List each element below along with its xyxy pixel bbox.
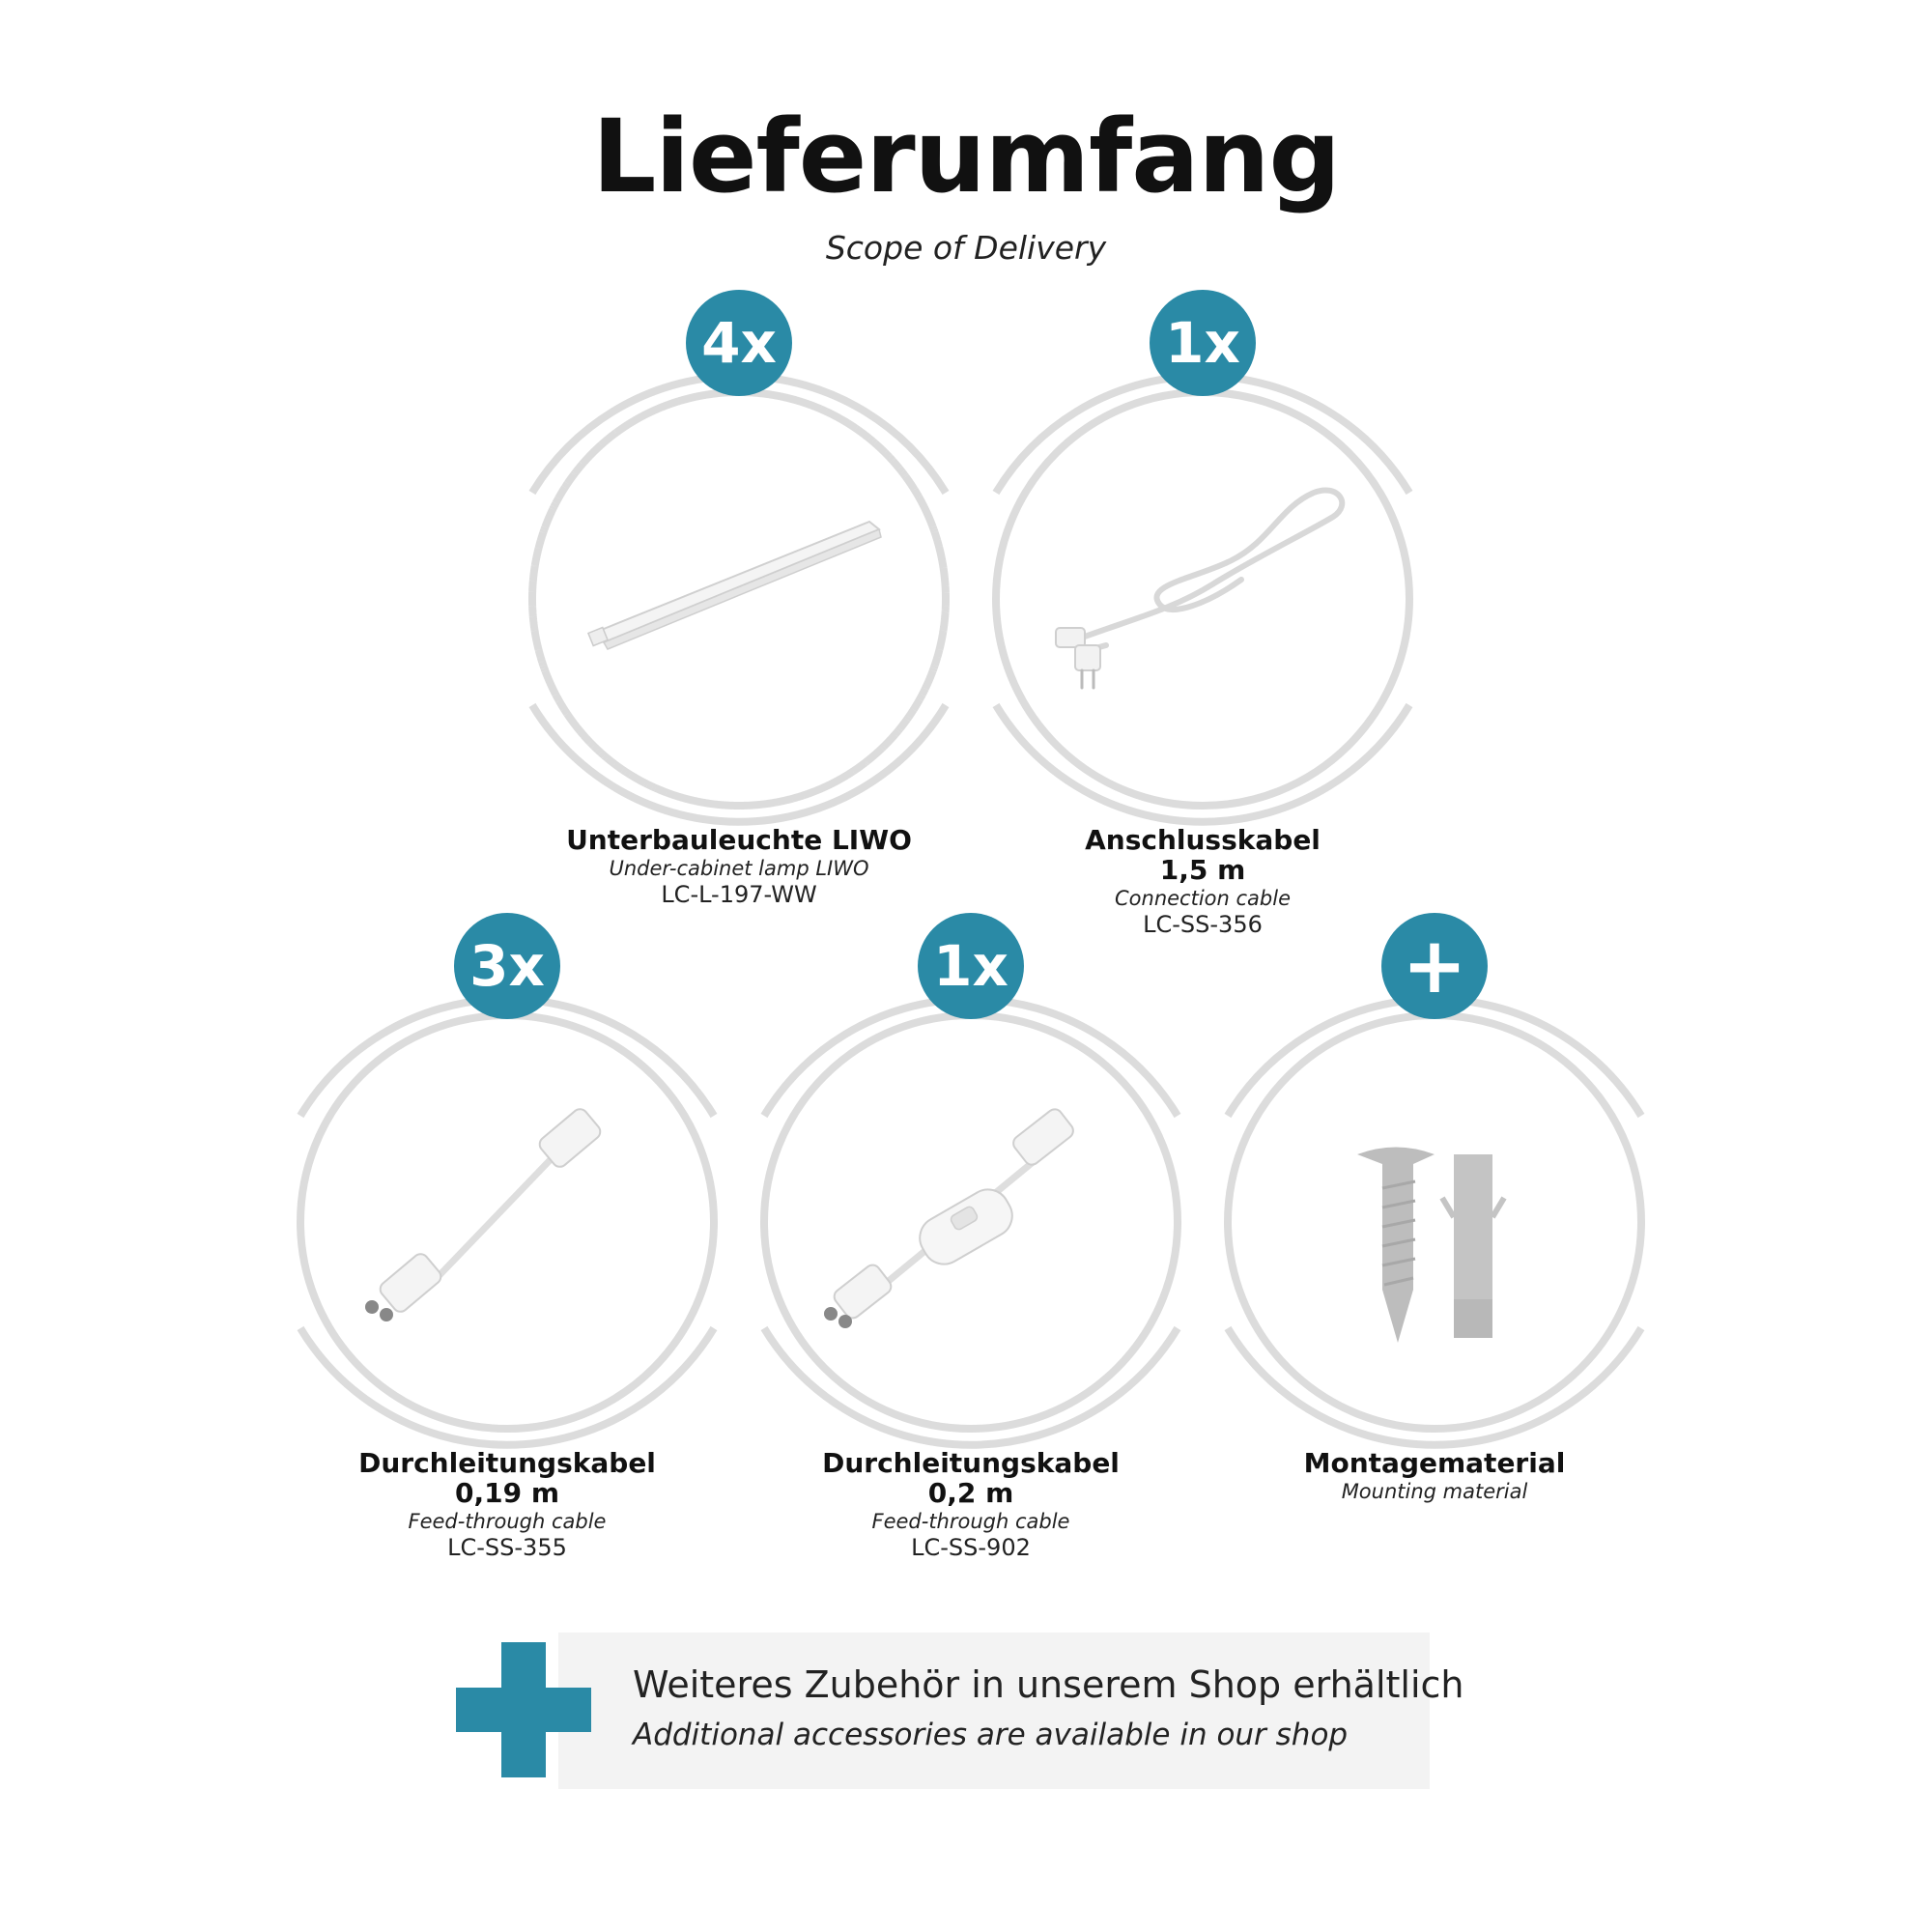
plus-badge: +: [1381, 913, 1488, 1019]
screw-dowel-icon: [1357, 1148, 1504, 1344]
item-name-de: Durchleitungskabel: [822, 1447, 1120, 1479]
item-caption: [256, 1449, 758, 1560]
ring-frame: [295, 1009, 720, 1435]
item-code: LC-L-197-WW: [661, 880, 817, 908]
item-name-en: Connection cable: [1115, 886, 1291, 910]
quantity-badge: 4x: [686, 290, 792, 396]
item-name-de: Durchleitungskabel: [358, 1447, 656, 1479]
quantity-badge: 1x: [1150, 290, 1256, 396]
item-name-de: Montagematerial: [1303, 1447, 1566, 1479]
item-name-de: Anschlusskabel: [1085, 824, 1321, 856]
item-code: LC-SS-902: [911, 1533, 1031, 1561]
item-name-en: Feed-through cable: [871, 1509, 1070, 1533]
ring-frame: [758, 1009, 1183, 1435]
accessories-text-en: Additional accessories are available in our shop: [633, 1718, 1349, 1752]
item-length: 0,19 m: [454, 1476, 559, 1509]
item-name-en: Feed-through cable: [408, 1509, 607, 1533]
ring-frame: [526, 386, 952, 811]
item-name-de: Unterbauleuchte LIWO: [566, 824, 912, 856]
led-bar-icon: [588, 522, 881, 649]
plus-icon: [456, 1642, 591, 1777]
page-title: Lieferumfang: [592, 98, 1340, 215]
ring-frame: [990, 386, 1415, 811]
switch-cable-icon: [824, 1106, 1076, 1328]
item-mounting-material: [1183, 913, 1686, 1686]
item-code: LC-SS-356: [1143, 910, 1263, 938]
page-subtitle: Scope of Delivery: [825, 229, 1107, 267]
item-feed-through-cable-switch: [720, 913, 1222, 1686]
item-length: 0,2 m: [927, 1476, 1014, 1509]
item-caption: [720, 1449, 1222, 1560]
item-name-en: Mounting material: [1341, 1479, 1528, 1503]
item-code: LC-SS-355: [447, 1533, 567, 1561]
item-caption: [488, 826, 990, 907]
accessories-text-de: Weiteres Zubehör in unserem Shop erhältlich: [633, 1663, 1464, 1706]
item-caption: [1183, 1449, 1686, 1503]
item-feed-through-cable-short: [256, 913, 758, 1686]
quantity-badge: 3x: [454, 913, 560, 1019]
ring-frame: [1222, 1009, 1647, 1435]
item-length: 1,5 m: [1159, 853, 1246, 886]
accessories-banner: [558, 1633, 1430, 1789]
feed-through-cable-icon: [365, 1106, 604, 1321]
item-name-en: Under-cabinet lamp LIWO: [609, 856, 869, 880]
power-cable-icon: [1056, 490, 1342, 688]
quantity-badge: 1x: [918, 913, 1024, 1019]
